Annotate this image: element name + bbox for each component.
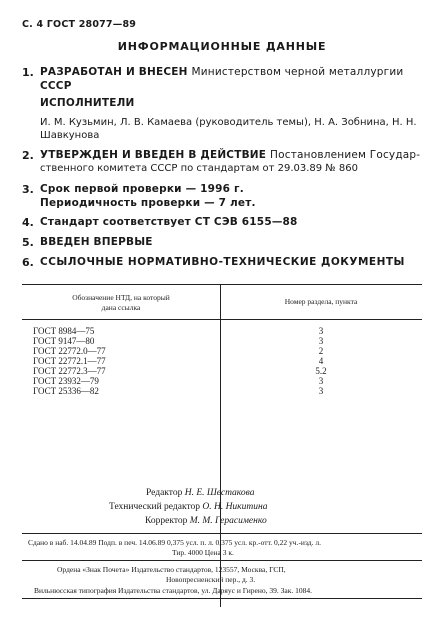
table-cell-ref: 3 (318, 336, 324, 346)
section-3-line1: Срок первой проверки — 1996 г. (40, 183, 244, 195)
section-4-number: 4. (22, 216, 34, 229)
table-cell-ref: 5.2 (315, 366, 327, 376)
table-cell-doc: ГОСТ 22772.0—77 (33, 346, 106, 356)
imprint-line5: Вильнюсская типография Издательства стандартов, ул. Даряус и Гирено, 39. Зак. 1084. (34, 586, 312, 595)
credit-tech-label: Технический редактор (109, 502, 200, 512)
credit-tech-editor (109, 502, 267, 512)
section-6-number: 6. (22, 256, 34, 269)
imprint-mid-rule (22, 560, 422, 561)
section-1-line2: СССР (40, 80, 72, 92)
credit-editor-name: Н. Е. Шестакова (184, 488, 255, 498)
table-row (33, 336, 94, 346)
imprint-top-rule (22, 533, 422, 534)
section-3-number: 3. (22, 183, 34, 196)
table-cell-ref: 3 (318, 376, 324, 386)
table-row (33, 376, 99, 386)
credit-proof-name: М. М. Герасименко (189, 516, 267, 526)
page-header: С. 4 ГОСТ 28077—89 (22, 19, 137, 30)
executors-heading: ИСПОЛНИТЕЛИ (40, 97, 135, 109)
section-2-number: 2. (22, 149, 34, 162)
section-5-line1: ВВЕДЕН ВПЕРВЫЕ (40, 236, 153, 248)
table-header-rule (22, 319, 422, 320)
table-cell-doc: ГОСТ 23932—79 (33, 376, 99, 386)
table-cell-doc: ГОСТ 9147—80 (33, 336, 95, 346)
section-6-line1: ССЫЛОЧНЫЕ НОРМАТИВНО-ТЕХНИЧЕСКИЕ ДОКУМЕНТЫ (40, 256, 405, 268)
table-row (33, 356, 106, 366)
section-5-number: 5. (22, 236, 34, 249)
section-2-lead: УТВЕРЖДЕН И ВВЕДЕН В ДЕЙСТВИЕ (40, 149, 267, 161)
table-header-ref: Номер раздела, пункта (284, 297, 358, 306)
table-cell-doc: ГОСТ 22772.1—77 (33, 356, 106, 366)
table-row (33, 346, 106, 356)
credit-proofreader (145, 516, 267, 526)
executors-line1: И. М. Кузьмин, Л. В. Камаева (руководитель темы), Н. А. Зобнина, Н. Н. (40, 117, 417, 128)
section-2-rest: Постановлением Государ- (270, 149, 421, 161)
imprint-line4: Новопресненский пер., д. 3. (166, 575, 256, 584)
table-column-divider (220, 285, 221, 607)
section-1-lead: РАЗРАБОТАН И ВНЕСЕН (40, 66, 188, 78)
table-header-doc-line2: дана ссылка (101, 303, 141, 312)
section-2-line2: ственного комитета СССР по стандартам от 29.03.89 № 860 (40, 163, 358, 174)
section-1-text (40, 66, 403, 78)
table-row (33, 366, 106, 376)
table-header-doc-line1: Обозначение НТД, на который (72, 293, 170, 302)
page-title: ИНФОРМАЦИОННЫЕ ДАННЫЕ (117, 40, 327, 53)
table-cell-ref: 3 (318, 386, 324, 396)
section-1-rest: Министерством черной металлургии (191, 66, 404, 78)
table-row (33, 386, 99, 396)
table-row (33, 326, 94, 336)
imprint-line2: Тир. 4000 Цена 3 к. (172, 548, 234, 557)
table-cell-ref: 3 (318, 326, 324, 336)
table-top-rule (22, 284, 422, 285)
table-cell-ref: 4 (318, 356, 324, 366)
credit-editor (146, 488, 254, 498)
imprint-bottom-rule (22, 598, 422, 599)
table-header-doc (22, 293, 220, 313)
credit-tech-name: О. Н. Никитина (202, 502, 268, 512)
table-cell-doc: ГОСТ 22772.3—77 (33, 366, 106, 376)
section-1-number: 1. (22, 66, 34, 79)
table-cell-doc: ГОСТ 8984—75 (33, 326, 95, 336)
section-4-line1: Стандарт соответствует СТ СЭВ 6155—88 (40, 216, 298, 228)
executors-line2: Шавкунова (40, 130, 100, 141)
imprint-line1: Сдано в наб. 14.04.89 Подп. в печ. 14.06.89 0,375 усл. п. л. 0,375 усл. кр.-отт. 0,22 уч.-изд. л. (28, 538, 321, 547)
section-3-line2: Периодичность проверки — 7 лет. (40, 197, 256, 209)
credit-proof-label: Корректор (145, 516, 188, 526)
credit-editor-label: Редактор (146, 488, 183, 498)
table-cell-ref: 2 (318, 346, 324, 356)
imprint-line3: Ордена «Знак Почета» Издательство стандартов, 123557, Москва, ГСП, (57, 565, 286, 574)
section-2-text (40, 149, 420, 161)
table-cell-doc: ГОСТ 25336—82 (33, 386, 99, 396)
